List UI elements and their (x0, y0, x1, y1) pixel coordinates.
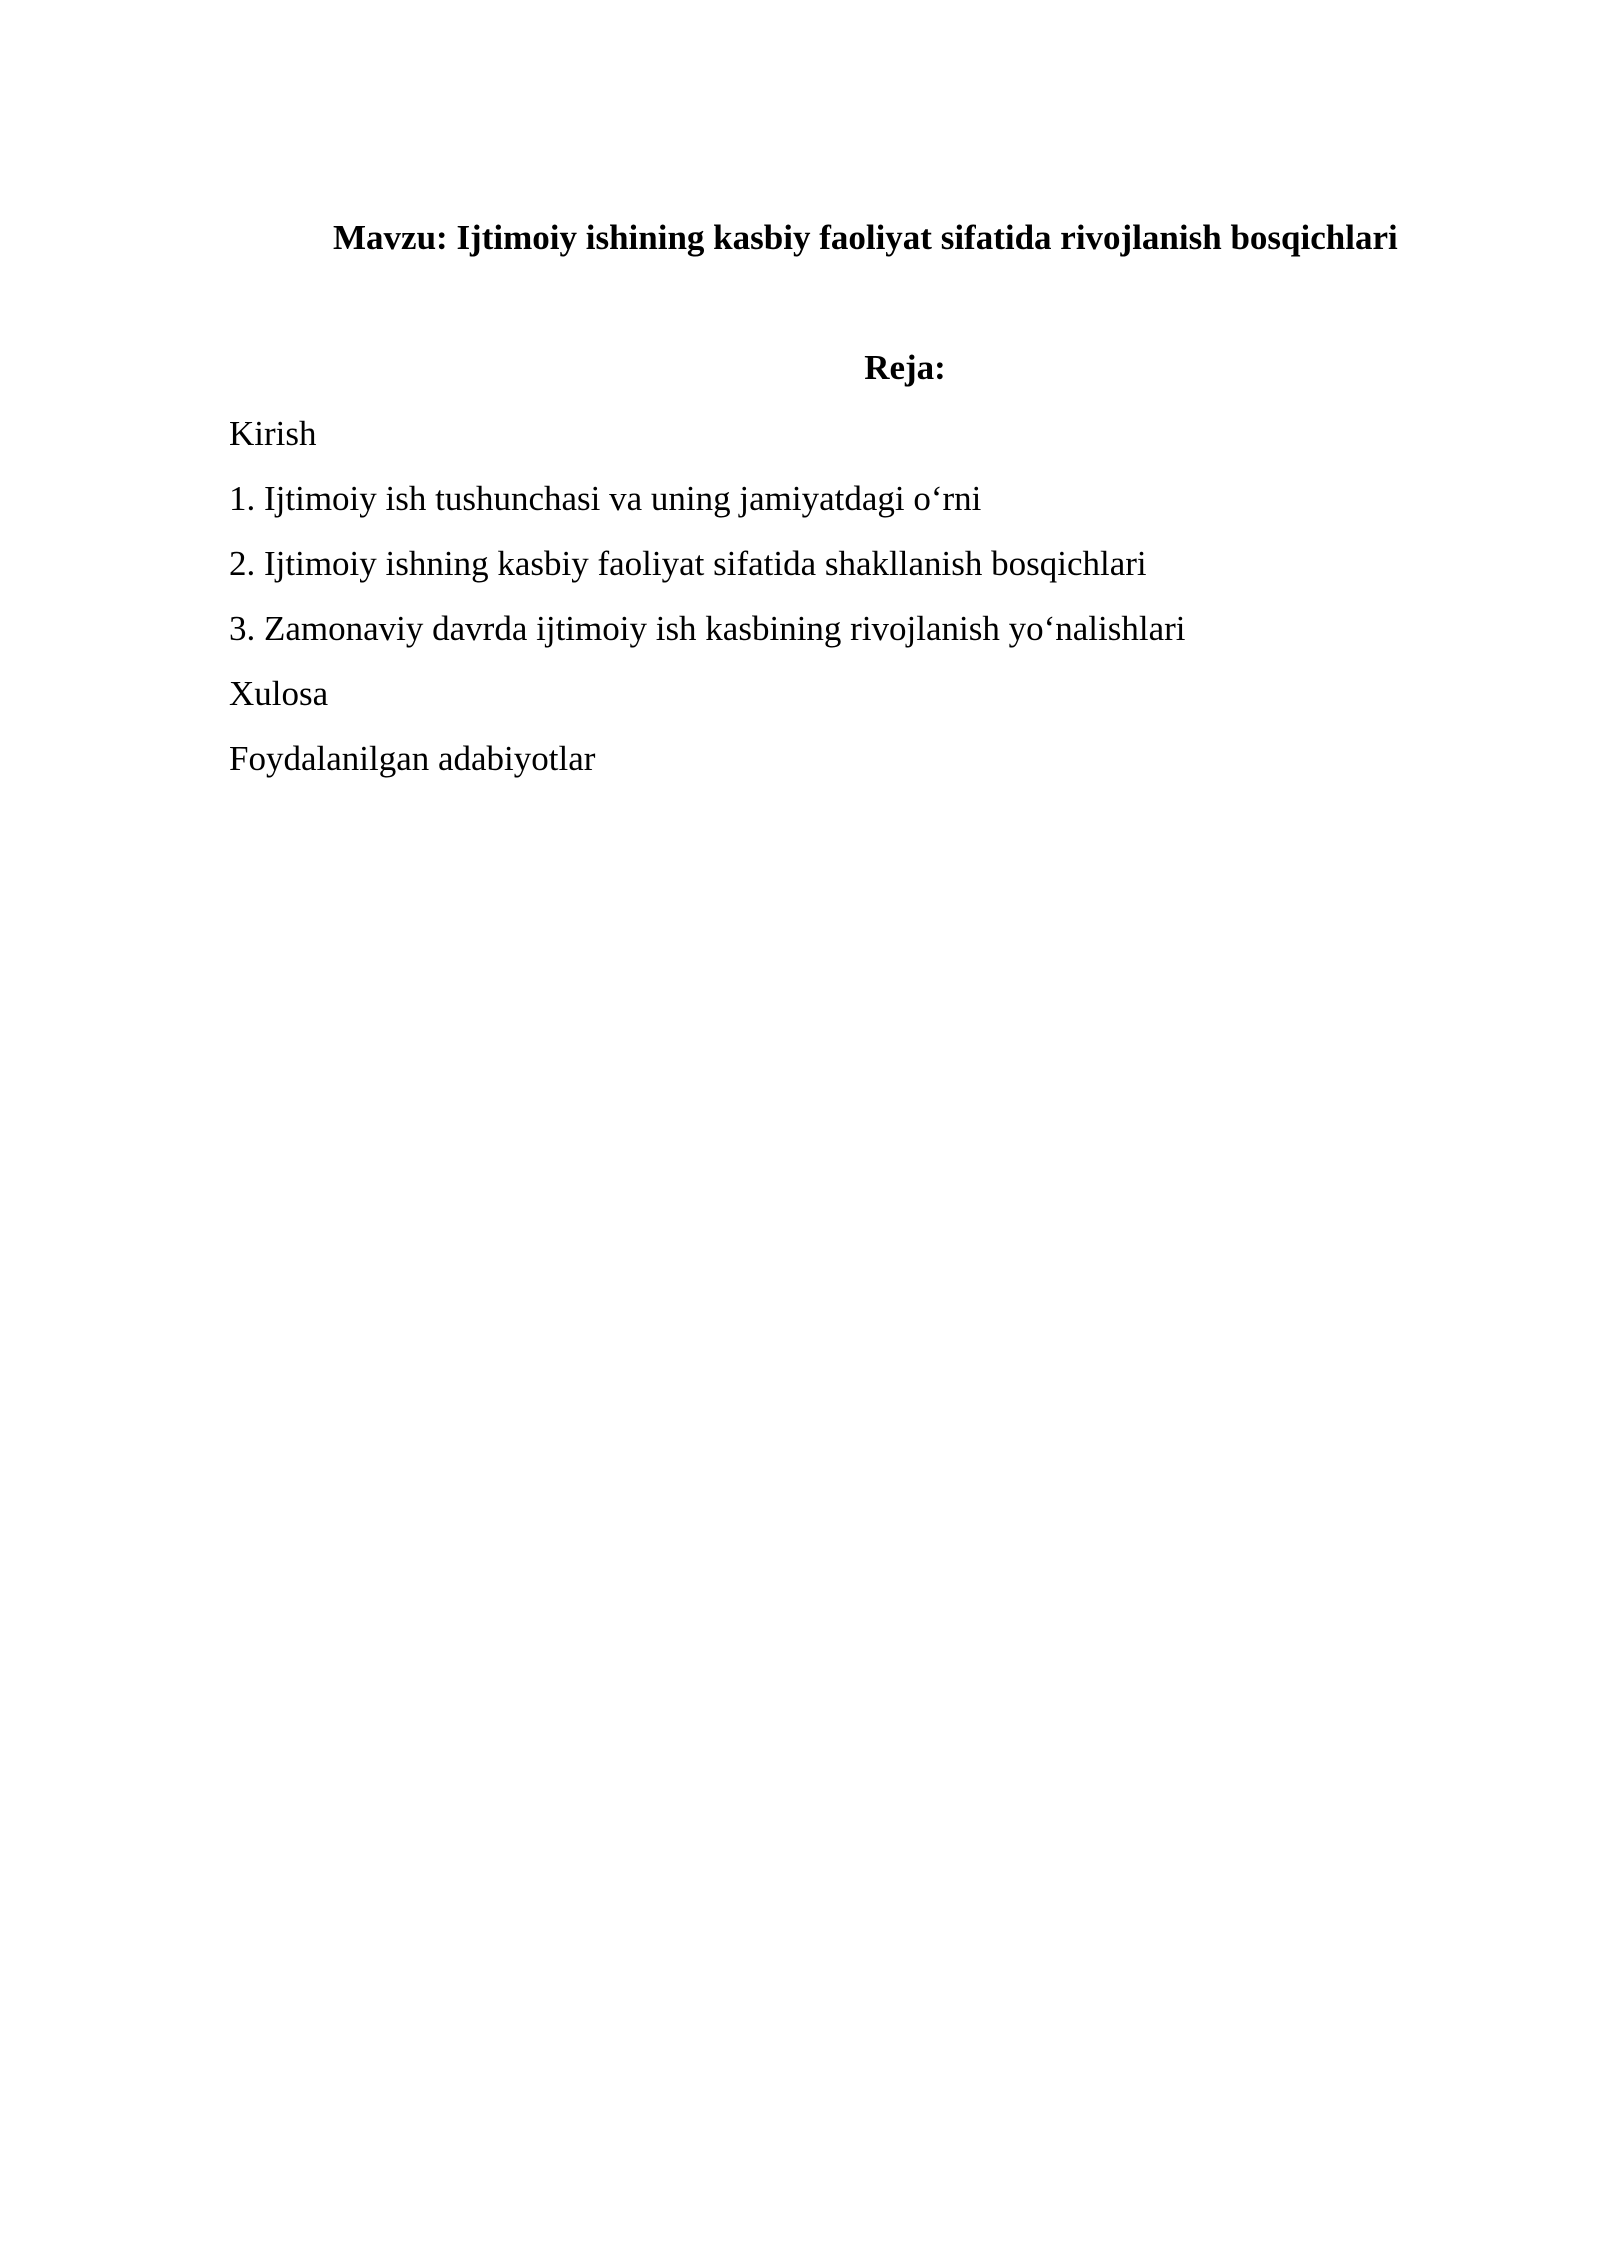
outline-item-1: 1. Ijtimoiy ish tushunchasi va uning jamiyatdagi o‘rni (229, 479, 982, 518)
plan-heading: Reja: (864, 348, 946, 387)
outline-item-introduction: Kirish (229, 414, 317, 453)
outline-item-3: 3. Zamonaviy davrda ijtimoiy ish kasbining rivojlanish yo‘nalishlari (229, 609, 1186, 648)
outline-item-conclusion: Xulosa (229, 674, 329, 713)
document-title: Mavzu: Ijtimoiy ishining kasbiy faoliyat sifatida rivojlanish bosqichlari (333, 218, 1398, 257)
outline-item-references: Foydalanilgan adabiyotlar (229, 739, 596, 778)
outline-item-2: 2. Ijtimoiy ishning kasbiy faoliyat sifatida shakllanish bosqichlari (229, 544, 1147, 583)
plan-outline (229, 412, 1186, 802)
